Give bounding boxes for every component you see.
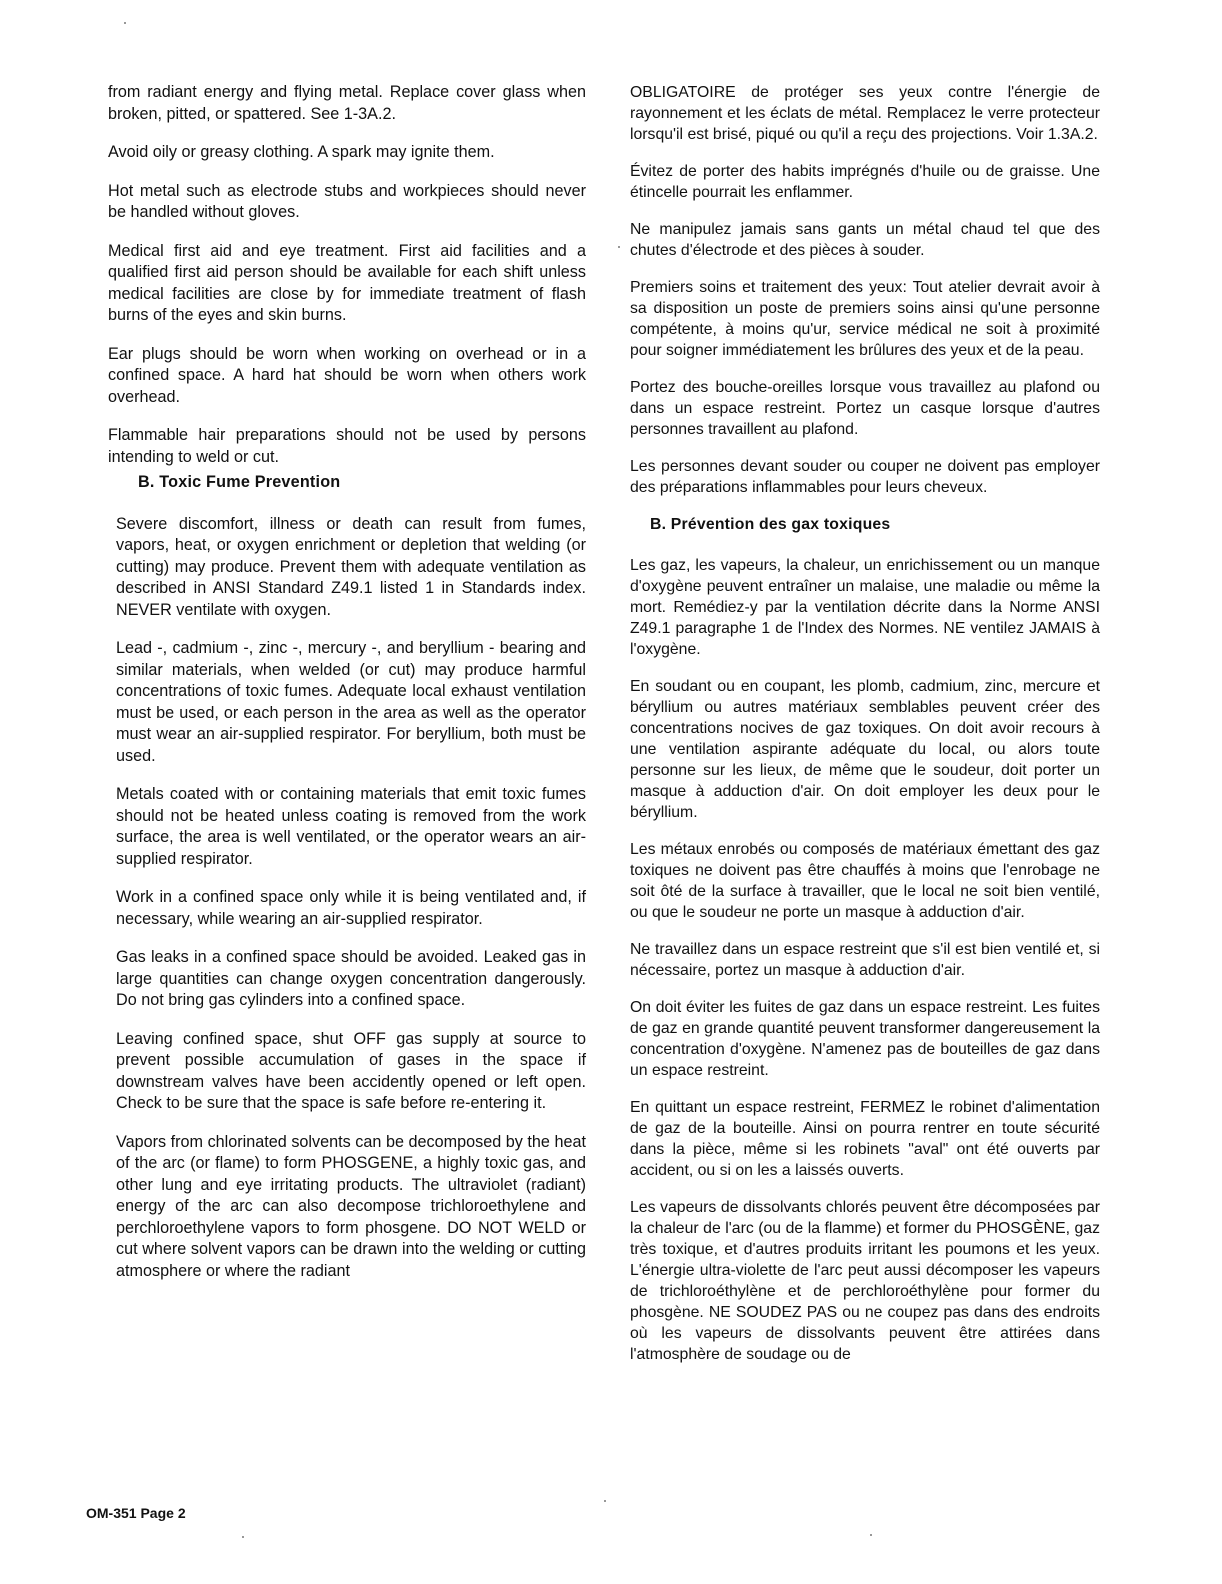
paragraph-fr-preparations: Les personnes devant souder ou couper ne doivent pas employer des préparations inflammables pour leurs cheveux. [630, 458, 1100, 496]
section-heading-toxic-fume: B. Toxic Fume Prevention [138, 473, 341, 491]
french-column [630, 82, 1100, 1381]
paragraph-fr-gaz-vapeurs: Les gaz, les vapeurs, la chaleur, un enrichissement ou un manque d'oxygène peuvent entraîner un malaise, une maladie ou même la mort. Remédiez-y par la ventilation décrite dans la Norme ANSI Z49.1 paragraphe 1 de l'Index des Normes. NE ventilez JAMAIS à l'oxygène. [630, 557, 1100, 658]
paragraph-hot-metal: Hot metal such as electrode stubs and workpieces should never be handled without gloves. [108, 181, 586, 221]
paragraph-fr-habits: Évitez de porter des habits imprégnés d'huile ou de graisse. Une étincelle pourrait les enflammer. [630, 163, 1100, 201]
paragraph-oily-clothing: Avoid oily or greasy clothing. A spark may ignite them. [108, 143, 495, 161]
paragraph-fr-quittant: En quittant un espace restreint, FERMEZ le robinet d'alimentation de gaz de la bouteille. Ainsi on pourra rentrer en toute sécurité dans la pièce, même si les robinets "aval" ont été ouverts par accident, ou si on les a laissés ouverts. [630, 1099, 1100, 1179]
paragraph-fr-espace-restreint: Ne travaillez dans un espace restreint que s'il est bien ventilé et, si nécessaire, portez un masque à adduction d'air. [630, 941, 1100, 979]
scan-speck [618, 246, 620, 248]
paragraph-fr-metaux-enrobes: Les métaux enrobés ou composés de matériaux émettant des gaz toxiques ne doivent pas être chauffés à moins que l'enrobage ne soit ôté de la surface à travailler, que le local ne soit bien ventilé, ou que le soudeur ne porte un masque à adduction d'air. [630, 841, 1100, 921]
paragraph-chlorinated-solvents: Vapors from chlorinated solvents can be decomposed by the heat of the arc (or flame) to form PHOSGENE, a highly toxic gas, and other lung and eye irritating products. The ultraviolet (radiant) energy of the arc can also decompose trichloroethylene and perchloroethylene vapors to form phosgene. DO NOT WELD or cut where solvent vapors can be drawn into the welding or cutting atmosphere or where the radiant [116, 1132, 586, 1280]
english-column [108, 82, 586, 1299]
paragraph-fr-metal-chaud: Ne manipulez jamais sans gants un métal chaud tel que des chutes d'électrode et des pièces à souder. [630, 221, 1100, 259]
paragraph-leaving-space: Leaving confined space, shut OFF gas supply at source to prevent possible accumulation of gases in the space if downstream valves have been accidently opened or left open. Check to be sure that the space is safe before re-entering it. [116, 1029, 586, 1112]
paragraph-fr-fuites-gaz: On doit éviter les fuites de gaz dans un espace restreint. Les fuites de gaz en grande quantité peuvent transformer dangereusement la concentration d'oxygène. N'amenez pas de bouteilles de gaz dans un espace restreint. [630, 999, 1100, 1079]
scan-speck [604, 1500, 606, 1502]
paragraph-fr-plomb-cadmium: En soudant ou en coupant, les plomb, cadmium, zinc, mercure et béryllium ou autres matériaux semblables peuvent créer des concentrations nocives de gaz toxiques. On doit avoir recours à une ventilation aspirante adéquate du local, ou alors toute personne sur les lieux, de même que le soudeur, doit porter un masque à adduction d'air. On doit employer les deux pour le béryllium. [630, 678, 1100, 821]
paragraph-severe-discomfort: Severe discomfort, illness or death can result from fumes, vapors, heat, or oxygen enrichment or depletion that welding (or cutting) may produce. Prevent them with adequate ventilation as described in ANSI Standard Z49.1 listed 1 in Standards index. NEVER ventilate with oxygen. [116, 514, 586, 619]
paragraph-fr-premiers-soins: Premiers soins et traitement des yeux: Tout atelier devrait avoir à sa disposition un poste de premiers soins ainsi qu'une personne compétente, à moins qu'ur, service médical ne soit à proximité pour soigner immédiatement les brûlures des yeux et de la peau. [630, 279, 1100, 359]
paragraph-fr-dissolvants: Les vapeurs de dissolvants chlorés peuvent être décomposées par la chaleur de l'arc (ou de la flamme) et former du PHOSGÈNE, gaz très toxique, et d'autres produits irritant les poumons et les yeux. L'énergie ultra-violette de l'arc peut aussi décomposer les vapeurs de trichloroéthylène et de perchloroéthylène pour former du phosgène. NE SOUDEZ PAS ou ne coupez pas dans des endroits où les vapeurs de dissolvants peuvent être attirées dans l'atmosphère de soudage ou de [630, 1199, 1100, 1363]
paragraph-fr-bouche-oreilles: Portez des bouche-oreilles lorsque vous travaillez au plafond ou dans un espace restreint. Portez un casque lorsque d'autres personnes travaillent au plafond. [630, 379, 1100, 438]
paragraph-ear-plugs: Ear plugs should be worn when working on overhead or in a confined space. A hard hat should be worn when others work overhead. [108, 344, 586, 406]
page-footer: OM-351 Page 2 [86, 1505, 186, 1521]
paragraph-coated-metals: Metals coated with or containing materials that emit toxic fumes should not be heated unless coating is removed from the work surface, the area is well ventilated, or the operator wears an air-supplied respirator. [116, 785, 586, 868]
paragraph-confined-space: Work in a confined space only while it is being ventilated and, if necessary, while wearing an air-supplied respirator. [116, 888, 586, 928]
paragraph-gas-leaks: Gas leaks in a confined space should be avoided. Leaked gas in large quantities can change oxygen concentration dangerously. Do not bring gas cylinders into a confined space. [116, 948, 586, 1009]
scan-speck [870, 1534, 872, 1536]
paragraph-hair-preparations: Flammable hair preparations should not be used by persons intending to weld or cut. [108, 426, 586, 466]
section-heading-gaz-toxiques: B. Prévention des gax toxiques [650, 516, 891, 533]
scan-speck [124, 22, 126, 24]
scan-speck [242, 1536, 244, 1538]
paragraph-first-aid: Medical first aid and eye treatment. First aid facilities and a qualified first aid person should be available for each shift unless medical facilities are close by for immediate treatment of flash burns of the eyes and skin burns. [108, 241, 586, 324]
paragraph-fr-protection-yeux: OBLIGATOIRE de protéger ses yeux contre l'énergie de rayonnement et les éclats de métal. Remplacez le verre protecteur lorsqu'il est brisé, piqué ou qu'il a reçu des projections. Voir 1.3A.2. [630, 84, 1100, 143]
paragraph-cover-glass: from radiant energy and flying metal. Replace cover glass when broken, pitted, or spattered. See 1-3A.2. [108, 83, 586, 123]
paragraph-lead-cadmium: Lead -, cadmium -, zinc -, mercury -, and beryllium - bearing and similar materials, when welded (or cut) may produce harmful concentrations of toxic fumes. Adequate local exhaust ventilation must be used, or each person in the area as well as the operator must wear an air-supplied respirator. For beryllium, both must be used. [116, 639, 586, 765]
